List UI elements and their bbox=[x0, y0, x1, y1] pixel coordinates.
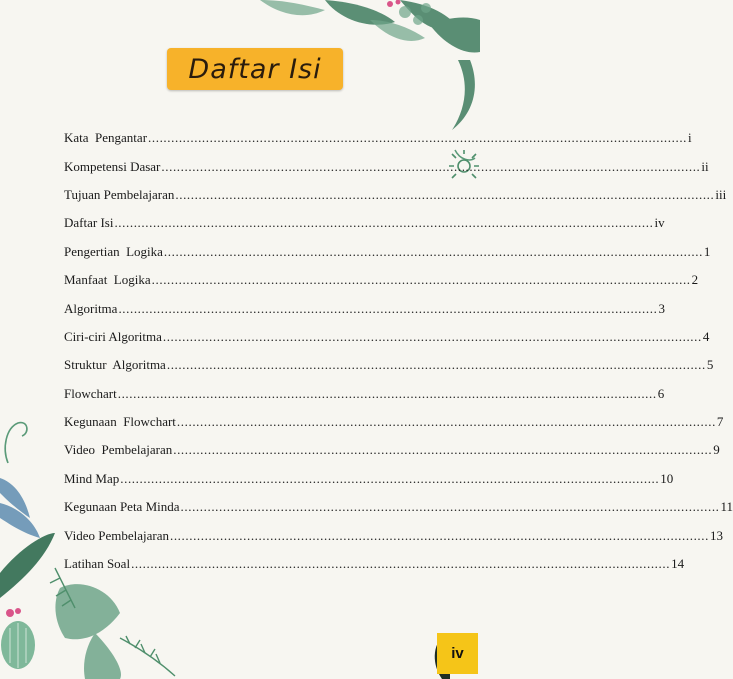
toc-entry bbox=[64, 408, 724, 436]
toc-entry bbox=[64, 294, 665, 322]
toc-entry-label: Video Pembelajaran bbox=[64, 442, 173, 458]
toc-entry-page: 4 bbox=[702, 328, 710, 344]
toc-entry-label: Kegunaan Flowchart bbox=[64, 414, 176, 430]
toc-entry-label: Ciri-ciri Algoritma bbox=[64, 328, 162, 344]
toc-entry-label: Video Pembelajaran bbox=[64, 527, 169, 543]
toc-leader-dots: ............................................................................................................................................ bbox=[120, 470, 660, 486]
toc-entry-label: Tujuan Pembelajaran bbox=[64, 186, 175, 202]
page-number: iv bbox=[451, 645, 464, 662]
toc-leader-dots: ............................................................................................................................................ bbox=[169, 527, 709, 543]
toc-entry-label: Algoritma bbox=[64, 300, 118, 316]
toc-entry bbox=[64, 351, 714, 379]
toc-entry-label: Struktur Algoritma bbox=[64, 357, 166, 373]
toc-entry-label: Kata Pengantar bbox=[64, 130, 148, 146]
toc-entry-page: ii bbox=[701, 158, 709, 174]
toc-entry bbox=[64, 323, 710, 351]
toc-entry bbox=[64, 493, 733, 521]
toc-leader-dots: ............................................................................................................................................ bbox=[163, 243, 703, 259]
toc-entry-page: iv bbox=[654, 215, 665, 231]
toc-leader-dots: ............................................................................................................................................ bbox=[131, 556, 671, 572]
toc-entry bbox=[64, 550, 685, 578]
table-of-contents bbox=[64, 124, 733, 578]
toc-entry-label: Manfaat Logika bbox=[64, 272, 151, 288]
toc-entry-page: 2 bbox=[691, 272, 699, 288]
toc-leader-dots: ............................................................................................................................................ bbox=[151, 272, 691, 288]
toc-entry bbox=[64, 238, 711, 266]
toc-leader-dots: ............................................................................................................................................ bbox=[161, 158, 701, 174]
toc-entry bbox=[64, 521, 723, 549]
toc-entry-page: 3 bbox=[658, 300, 665, 316]
toc-leader-dots: ............................................................................................................................................ bbox=[173, 442, 713, 458]
toc-entry bbox=[64, 209, 665, 237]
page-title: Daftar Isi bbox=[188, 53, 322, 85]
toc-entry bbox=[64, 152, 709, 180]
toc-entry-label: Mind Map bbox=[64, 470, 120, 486]
title-banner bbox=[167, 48, 343, 90]
toc-leader-dots: ............................................................................................................................................ bbox=[148, 130, 688, 146]
toc-entry bbox=[64, 124, 692, 152]
toc-leader-dots: ............................................................................................................................................ bbox=[114, 215, 654, 231]
toc-entry-page: 5 bbox=[706, 357, 714, 373]
toc-entry-page: iii bbox=[715, 186, 727, 202]
toc-entry-page: i bbox=[688, 130, 692, 146]
toc-entry bbox=[64, 465, 674, 493]
toc-leader-dots: ............................................................................................................................................ bbox=[166, 357, 706, 373]
toc-entry bbox=[64, 266, 699, 294]
toc-leader-dots: ............................................................................................................................................ bbox=[162, 328, 702, 344]
toc-leader-dots: ............................................................................................................................................ bbox=[117, 385, 657, 401]
toc-entry-label: Flowchart bbox=[64, 385, 117, 401]
toc-entry bbox=[64, 436, 720, 464]
toc-leader-dots: ............................................................................................................................................ bbox=[118, 300, 658, 316]
toc-entry-label: Latihan Soal bbox=[64, 556, 131, 572]
toc-entry-page: 7 bbox=[716, 414, 724, 430]
toc-entry-label: Daftar Isi bbox=[64, 215, 114, 231]
toc-entry bbox=[64, 380, 665, 408]
toc-entry-page: 6 bbox=[657, 385, 665, 401]
toc-entry-label: Pengertian Logika bbox=[64, 243, 163, 259]
toc-entry-page: 1 bbox=[703, 243, 711, 259]
toc-entry-page: 13 bbox=[709, 527, 723, 543]
page-number-badge bbox=[437, 633, 478, 674]
toc-entry bbox=[64, 181, 727, 209]
toc-entry-label: Kompetensi Dasar bbox=[64, 158, 161, 174]
toc-entry-page: 9 bbox=[713, 442, 720, 458]
toc-leader-dots: ............................................................................................................................................ bbox=[176, 414, 716, 430]
toc-leader-dots: ............................................................................................................................................ bbox=[180, 499, 720, 515]
toc-entry-page: 11 bbox=[720, 499, 733, 515]
toc-entry-page: 14 bbox=[671, 556, 685, 572]
toc-entry-label: Kegunaan Peta Minda bbox=[64, 499, 180, 515]
toc-entry-page: 10 bbox=[660, 470, 674, 486]
toc-leader-dots: ............................................................................................................................................ bbox=[175, 186, 715, 202]
